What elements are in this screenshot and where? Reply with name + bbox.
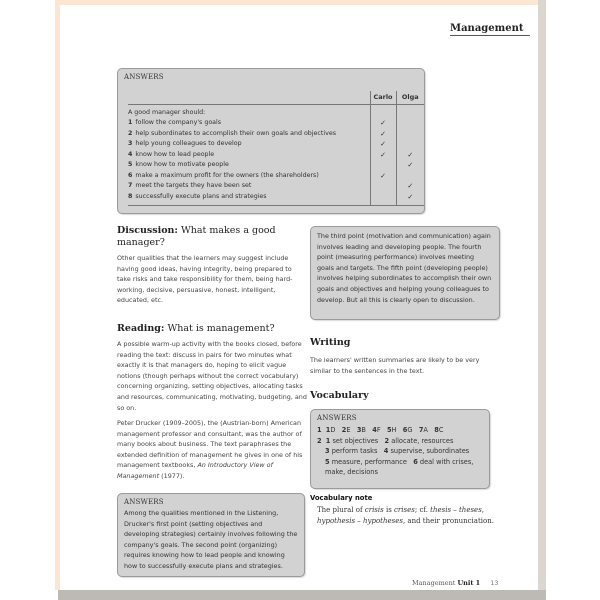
page-footer [412, 579, 499, 587]
exercise-1-answers: 1 1D 2E 3B 4F 5H 6G 7A 8C [317, 426, 444, 434]
reading-title: What is management? [167, 323, 275, 334]
column-header-carlo: Carlo [370, 91, 396, 104]
intro-text: A good manager should: [128, 108, 206, 116]
discussion-heading [117, 225, 307, 249]
column-header-olga: Olga [396, 91, 424, 104]
reading-answers-box [117, 493, 305, 577]
discussion-label: Discussion: [117, 225, 178, 236]
row-text: successfully execute plans and strategies [135, 192, 267, 200]
answers-label: ANSWERS [317, 414, 357, 422]
page-number: 13 [490, 579, 499, 587]
vocabulary-answers-box: ANSWERS 1 1D 2E 3B 4F 5H 6G 7A 8C 2 1 set objectives 2 allocate, resources 3 perform tasks 4 supervise, subordinates 5 measure, performance 6 deal with crises, make, decisions [310, 409, 490, 489]
discussion-continuation-text: The third point (motivation and communication) again involves leading and developing people. The fourth point (measuring performance) involves meeting goals and targets. The fifth point (developing people) involves helping subordinates to accomplish their own goals and objectives and helping young colleagues to develop. But all this is clearly open to discussion. [317, 232, 492, 304]
answers-table [128, 91, 424, 206]
book-title: An Introductory View of Management [117, 461, 273, 480]
page-shadow-bottom [58, 590, 546, 600]
check-carlo [370, 192, 396, 206]
row-text: meet the targets they have been set [135, 182, 252, 189]
check-olga [396, 118, 424, 129]
table-row [128, 129, 424, 140]
vocabulary-note-heading: Vocabulary note [310, 494, 373, 502]
reading-heading [117, 323, 307, 335]
check-carlo: ✓ [370, 171, 396, 182]
row-number: 1 [128, 119, 133, 126]
running-head: Management [450, 23, 530, 36]
row-text: know how to lead people [135, 150, 215, 158]
discussion-body: Other qualities that the learners may suggest include having good ideas, having integrity, being prepared to take risks and take responsibility for them, being hard-working, decisive, persuasive, honest, intelligent, educated, etc. [117, 254, 293, 305]
reading-label: Reading: [117, 323, 165, 334]
table-row [128, 160, 424, 171]
row-number: 8 [128, 192, 133, 200]
statement-header [128, 91, 370, 104]
answers-table-box [117, 68, 425, 214]
row-number: 3 [128, 140, 133, 147]
row-text: help young colleagues to develop [135, 140, 242, 147]
table-row [128, 171, 424, 182]
row-number: 7 [128, 182, 133, 189]
check-olga [396, 171, 424, 182]
discussion-title: What makes a good manager? [117, 225, 276, 248]
table-row [128, 192, 424, 206]
table-row [128, 139, 424, 150]
row-number: 5 [128, 161, 133, 168]
row-number: 4 [128, 150, 133, 158]
reading-body-1: A possible warm-up activity with the books closed, before reading the text: discuss in pairs for two minutes what exactly it is that managers do, hoping to elicit vague notions (though perhaps without the correct vocabulary) concerning organizing, setting objectives, allocating tasks and resources, communicating, motivating, budgeting, and so on. [117, 340, 307, 412]
row-text: follow the company's goals [135, 119, 222, 126]
check-carlo: ✓ [370, 118, 396, 129]
writing-body: The learners' written summaries are likely to be very similar to the sentences in the text. [310, 356, 480, 375]
row-text: make a maximum profit for the owners (the shareholders) [135, 171, 319, 179]
page-shadow-right [538, 0, 546, 596]
table-row [128, 181, 424, 192]
exercise-2-answers: 2 1 set objectives 2 allocate, resources [317, 436, 454, 445]
answers-label: ANSWERS [124, 73, 164, 81]
footer-unit: Unit 1 [457, 579, 481, 587]
table-header-row [128, 91, 424, 104]
book-page [55, 0, 538, 590]
check-olga [396, 129, 424, 140]
check-carlo: ✓ [370, 129, 396, 140]
row-text: help subordinates to accomplish their own goals and objectives [135, 129, 336, 137]
footer-section: Management [412, 579, 456, 587]
table-row [128, 118, 424, 129]
answers-label: ANSWERS [124, 498, 164, 506]
check-carlo [370, 181, 396, 192]
check-olga: ✓ [396, 160, 424, 171]
check-olga [396, 139, 424, 150]
check-olga: ✓ [396, 181, 424, 192]
check-olga: ✓ [396, 150, 424, 161]
table-row-intro [128, 104, 424, 118]
check-olga: ✓ [396, 192, 424, 206]
table-row [128, 150, 424, 161]
reading-body-2: Peter Drucker (1909–2005), the (Austrian-born) American management professor and consultant, was the author of many books about business. The text paraphrases the extended definition of management he gives in one of his management textbooks, An Introductory View of Management (1977). [117, 419, 303, 480]
check-carlo [370, 160, 396, 171]
discussion-continuation-box [310, 226, 500, 320]
check-carlo: ✓ [370, 139, 396, 150]
row-number: 2 [128, 129, 133, 137]
reading-answers-text: Among the qualities mentioned in the Listening, Drucker's first point (setting objectives and developing strategies) certainly involves following the company's goals. The second point (organizing) requires knowing how to lead people and knowing how to successfully execute plans and strategies. [124, 509, 298, 570]
vocabulary-heading: Vocabulary [310, 390, 369, 401]
check-carlo: ✓ [370, 150, 396, 161]
row-text: know how to motivate people [135, 161, 229, 168]
row-number: 6 [128, 171, 133, 179]
vocabulary-note-text: The plural of crisis is crises; cf. thesis – theses, hypothesis – hypotheses, and their pronunciation. [317, 506, 494, 525]
writing-heading: Writing [310, 337, 351, 348]
